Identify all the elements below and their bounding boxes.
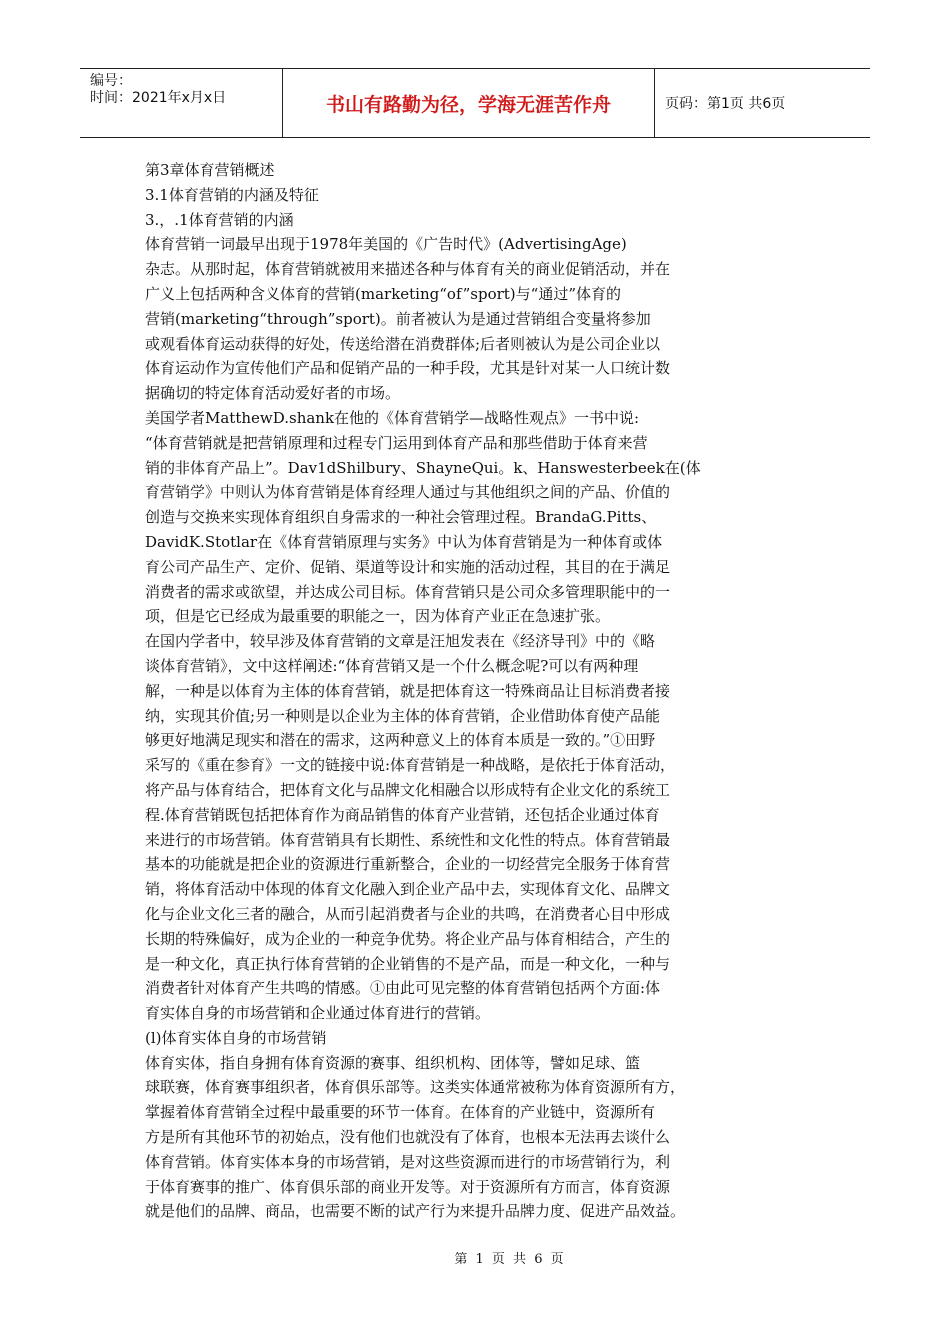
- text-line: 3.1体育营销的内涵及特征: [145, 185, 319, 204]
- text-line: 第3章体育营销概述: [145, 161, 275, 179]
- text-line: 创造与交换来实现体育组织自身需求的一种社会管理过程。BrandaG.Pitts、: [145, 508, 657, 527]
- text-line: “体育营销就是把营销原理和过程专门运用到体育产品和那些借助于体育来营: [145, 433, 648, 452]
- text-line: 或观看体育运动获得的好处，传送给潜在消费群体;后者则被认为是公司企业以: [145, 334, 661, 353]
- text-line: 杂志。从那时起，体育营销就被用来描述各种与体育有关的商业促销活动，并在: [145, 260, 671, 279]
- page-footer: 第 1 页 共 6 页: [454, 1252, 566, 1267]
- text-line: 长期的特殊偏好，成为企业的一种竞争优势。将企业产品与体育相结合，产生的: [145, 929, 671, 948]
- document-body: [145, 158, 745, 1224]
- text-line: 解，一种是以体育为主体的体育营销，就是把体育这一特殊商品让目标消费者接: [145, 681, 671, 700]
- text-line: 消费者的需求或欲望，并达成公司目标。体育营销只是公司众多管理职能中的一: [145, 582, 671, 601]
- header-left-cell: [80, 69, 283, 137]
- document-date: 时间：2021年x月x日: [90, 90, 227, 106]
- text-line: 体育营销。体育实体本身的市场营销，是对这些资源而进行的市场营销行为，利: [145, 1152, 671, 1171]
- text-line: 够更好地满足现实和潜在的需求，这两种意义上的体育本质是一致的。”①田野: [145, 731, 656, 750]
- text-line: 掌握着体育营销全过程中最重要的环节一体育。在体育的产业链中，资源所有: [145, 1103, 656, 1122]
- text-line: 体育营销一词最早出现于1978年美国的《广告时代》(AdvertisingAge): [145, 235, 627, 254]
- text-line: 育营销学》中则认为体育营销是体育经理人通过与其他组织之间的产品、价值的: [145, 483, 671, 502]
- text-line: 方是所有其他环节的初始点，没有他们也就没有了体育，也根本无法再去谈什么: [145, 1128, 671, 1147]
- text-line: 美国学者MatthewD.shank在他的《体育营销学—战略性观点》一书中说:: [145, 408, 640, 427]
- text-line: 3.，.1体育营销的内涵: [145, 210, 294, 229]
- text-line: 在国内学者中，较早涉及体育营销的文章是汪旭发表在《经济导刊》中的《略: [145, 632, 656, 651]
- text-line: 体育实体，指自身拥有体育资源的赛事、组织机构、团体等，譬如足球、篮: [145, 1053, 641, 1072]
- header-motto: 书山有路勤为径，学海无涯苦作舟: [283, 69, 655, 137]
- text-line: 销的非体育产品上”。Dav1dShilbury、ShayneQui。k、Hanswesterbeek在(体: [145, 458, 701, 477]
- text-line: 据确切的特定体育活动爱好者的市场。: [145, 384, 401, 403]
- text-line: 将产品与体育结合，把体育文化与品牌文化相融合以形成特有企业文化的系统工: [145, 780, 671, 799]
- text-line: 销，将体育活动中体现的体育文化融入到企业产品中去，实现体育文化、品牌文: [145, 880, 671, 899]
- text-line: 体育运动作为宣传他们产品和促销产品的一种手段，尤其是针对某一人口统计数: [145, 359, 671, 378]
- header-page-info: 页码：第1页 共6页: [665, 96, 786, 112]
- text-line: DavidK.Stotlar在《体育营销原理与实务》中认为体育营销是为一种体育或体: [145, 532, 663, 551]
- text-line: 于体育赛事的推广、体育俱乐部的商业开发等。对于资源所有方而言，体育资源: [145, 1177, 671, 1196]
- text-line: 球联赛，体育赛事组织者，体育俱乐部等。这类实体通常被称为体育资源所有方，: [145, 1078, 686, 1097]
- text-line: 是一种文化，真正执行体育营销的企业销售的不是产品，而是一种文化，一种与: [145, 954, 671, 973]
- text-line: 就是他们的品牌、商品，也需要不断的试产行为来提升品牌力度、促进产品效益。: [145, 1202, 686, 1221]
- text-line: 谈体育营销》，文中这样阐述:“体育营销又是一个什么概念呢?可以有两种理: [145, 656, 639, 675]
- text-line: 基本的功能就是把企业的资源进行重新整合，企业的一切经营完全服务于体育营: [145, 855, 671, 874]
- text-line: 纳，实现其价值;另一种则是以企业为主体的体育营销，企业借助体育使产品能: [145, 706, 661, 725]
- page-header: [80, 68, 870, 138]
- text-line: 消费者针对体育产生共鸣的情感。①由此可见完整的体育营销包括两个方面:体: [145, 979, 661, 998]
- text-line: 育公司产品生产、定价、促销、渠道等设计和实施的活动过程，其目的在于满足: [145, 557, 671, 576]
- text-line: 项，但是它已经成为最重要的职能之一，因为体育产业正在急速扩张。: [145, 607, 611, 626]
- text-line: 育实体自身的市场营销和企业通过体育进行的营销。: [145, 1004, 491, 1023]
- text-line: 采写的《重在参育》一文的链接中说:体育营销是一种战略，是依托于体育活动，: [145, 756, 676, 775]
- text-line: (l)体育实体自身的市场营销: [145, 1028, 327, 1047]
- document-number: 编号：: [90, 73, 132, 89]
- text-line: 程.体育营销既包括把体育作为商品销售的体育产业营销，还包括企业通过体育: [145, 805, 660, 824]
- text-line: 营销(marketing“through”sport)。前者被认为是通过营销组合变量将参加: [145, 309, 651, 328]
- text-line: 化与企业文化三者的融合，从而引起消费者与企业的共鸣，在消费者心目中形成: [145, 904, 671, 923]
- text-line: 广义上包括两种含义体育的营销(marketing“of”sport)与“通过”体育的: [145, 284, 621, 303]
- text-line: 来进行的市场营销。体育营销具有长期性、系统性和文化性的特点。体育营销最: [145, 830, 671, 849]
